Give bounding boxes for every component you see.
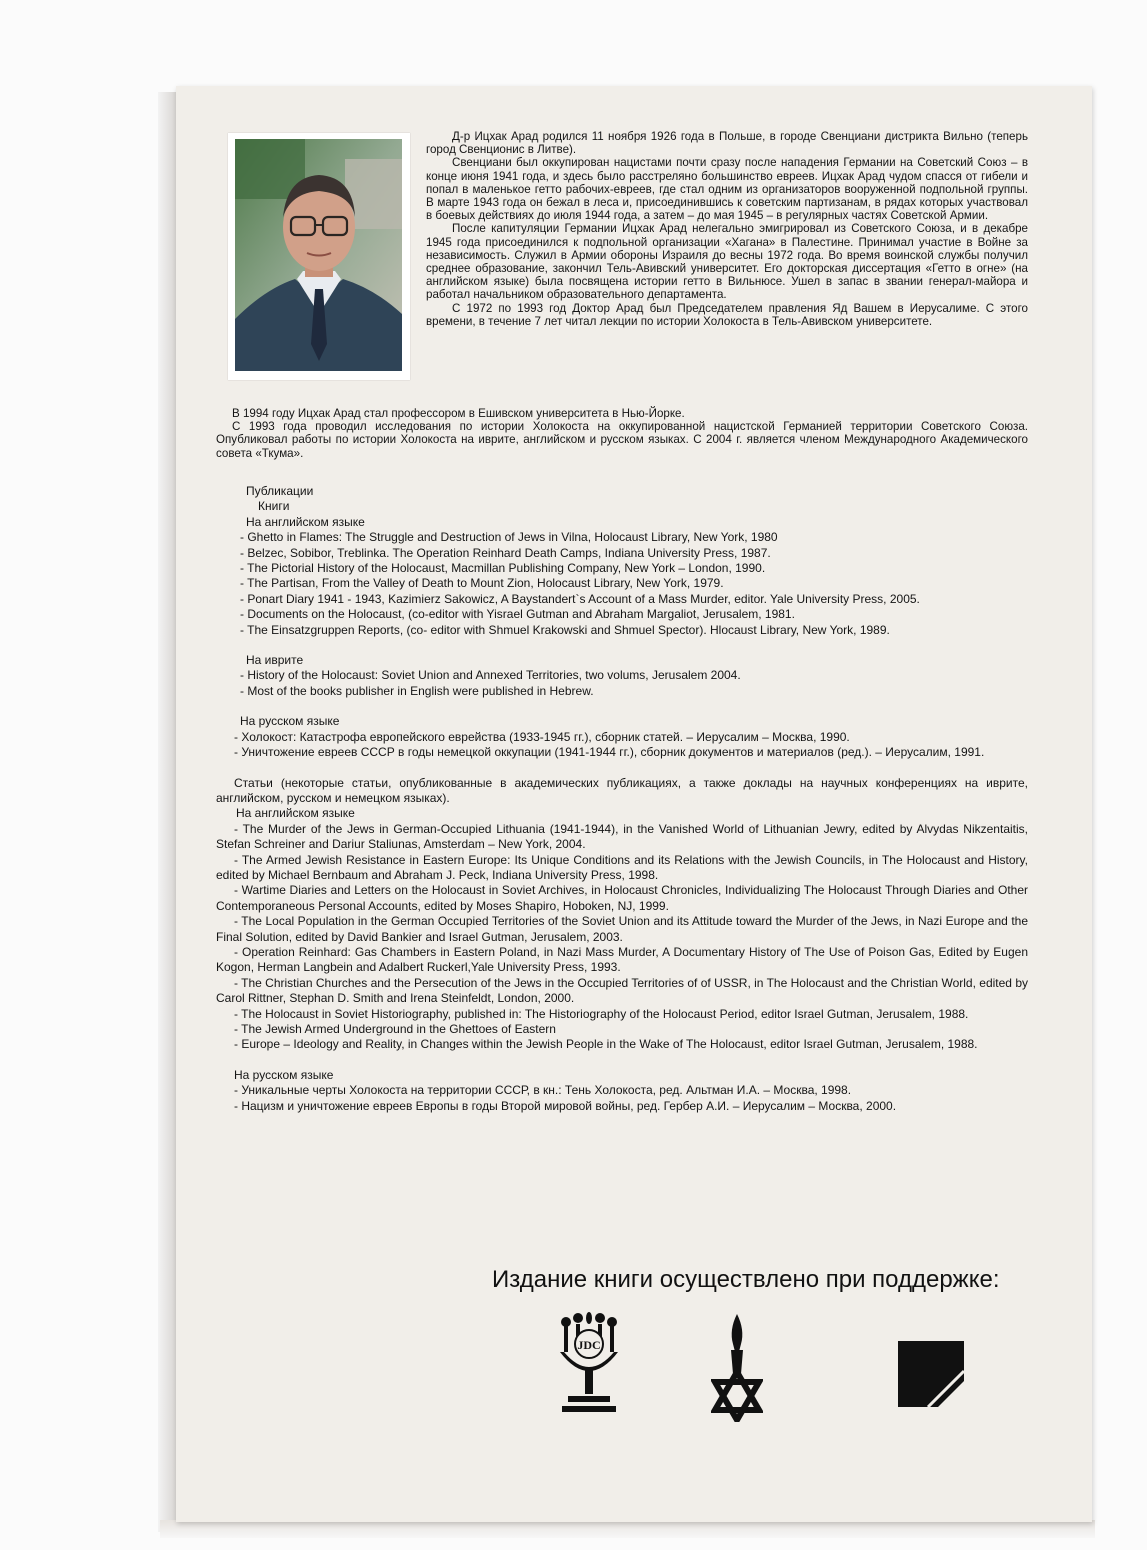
article-item: - Operation Reinhard: Gas Chambers in Eastern Poland, in Nazi Mass Murder, A Documentary History of The Use of Poison Gas, Edited by Eugen Kogon, Herman Langbein and Adalbert Ruckerl,Yale University Press, 1993. [216, 944, 1028, 975]
bio-paragraph: Д-р Ицхак Арад родился 11 ноября 1926 года в Польше, в городе Свенциани дистрикта Вильно (теперь город Свенционис в Литве). [426, 130, 1028, 157]
jdc-label: JDC [577, 1338, 601, 1352]
article-item: - The Murder of the Jews in German-Occupied Lithuania (1941-1944), in the Vanished World of Lithuanian Jewry, edited by Alvydas Nikzentaitis, Stefan Schreiner and Dariur Staliunas, Amsterdam – New York, 2004. [216, 821, 1028, 852]
book-item: - Холокост: Катастрофа европейского еврейства (1933-1945 гг.), сборник статей. – Иерусалим – Москва, 1990. [234, 729, 850, 744]
yad-vashem-logo [711, 1312, 763, 1422]
jdc-logo [552, 1312, 626, 1416]
article-item: - The Local Population in the German Occupied Territories of the Soviet Union and its Attitude toward the Murder of the Jews, in Nazi Europe and the Final Solution, edited by David Bankier and Israel Gutman, Jerusalem, 2003. [216, 914, 1028, 944]
article-item: - Wartime Diaries and Letters on the Holocaust in Soviet Archives, in Holocaust Chronicles, Individualizing The Holocaust Through Diaries and Other Contemporaneous Personal Accounts, edited by Moses Shapiro, Hoboken, NJ, 1999. [216, 883, 1028, 913]
article-item: - The Jewish Armed Underground in the Ghettoes of Eastern [234, 1022, 556, 1036]
articles-english-heading: На английском языке [236, 806, 355, 821]
bio-paragraph: В 1994 году Ицхак Арад стал профессором в Ешивском университета в Нью-Йорке. [232, 407, 685, 420]
author-portrait-illustration [235, 139, 402, 371]
book-item: - Most of the books publisher in English were published in Hebrew. [240, 683, 594, 698]
book-item: - Уничтожение евреев СССР в годы немецкой оккупации (1941-1944 гг.), сборник документов и материалов (ред.). – Иерусалим, 1991. [234, 745, 985, 760]
black-square-icon [898, 1341, 964, 1407]
articles-intro: Статьи (некоторые статьи, опубликованные в академических публикациях, а также доклады на научных конференциях на иврите, английском, русском и немецком языках). [216, 775, 1028, 805]
bio-paragraph: С 1993 года проводил исследования по истории Холокоста на оккупированной нацистской Германией территории Советского Союза. Опубликовал работы по истории Холокоста на иврите, английском и русском языках. С 2004 г. является членом Международного Академического совета «Ткума». [216, 420, 1028, 460]
russian-books-heading: На русском языке [240, 714, 340, 729]
sponsor-square-logo [898, 1341, 964, 1407]
jdc-menorah-icon [552, 1312, 626, 1416]
publications-heading: Публикации [246, 484, 314, 498]
yad-vashem-flame-icon [711, 1312, 763, 1422]
hebrew-books-heading: На иврите [246, 653, 304, 668]
book-item: - Ghetto in Flames: The Struggle and Destruction of Jews in Vilna, Holocaust Library, New York, 1980 [240, 530, 778, 545]
article-item: - The Holocaust in Soviet Historiography, published in: The Historiography of the Holocaust Period, editor Israel Gutman, Jerusalem, 1988. [234, 1006, 969, 1021]
bio-paragraph: Свенциани был оккупирован нацистами почти сразу после нападения Германии на Советский Союз – в конце июня 1941 года, и здесь было расстреляно большинство евреев. Ицхак Арад чудом спасся от гибели и попал в маленькое гетто рабочих-евреев, где стал одним из организаторов вооруженной подпольной группы. В марте 1943 года он бежал в леса и, присоединившись к советским партизанам, в рядах которых участвовал в боевых действиях до июля 1944 года, а затем – до мая 1945 – в регулярных частях Советской Армии. [426, 156, 1028, 223]
book-item: - Documents on the Holocaust, (co-editor with Yisrael Gutman and Abraham Margaliot, Jerusalem, 1981. [240, 607, 795, 622]
bio-paragraph: После капитуляции Германии Ицхак Арад нелегально эмигрировал из Советского Союза, и в декабре 1945 года присоединился к подпольной организации «Хагана» в Палестине. Принимал участие в Войне за независимость. Служил в Армии обороны Израиля до весны 1972 года. Во время воинской службы получил среднее образование, закончил Тель-Авивский университет. Его докторская диссертация «Гетто в огне» (на английском языке) была посвящена истории гетто в Вильнюсе. Ушел в запас в звании генерал-майора и работал начальником образовательного департамента. [426, 222, 1028, 302]
english-books-heading: На английском языке [246, 514, 365, 529]
books-heading: Книги [258, 499, 290, 514]
articles-russian-heading: На русском языке [234, 1067, 334, 1082]
author-photo-frame [228, 133, 410, 380]
author-biography [426, 130, 1028, 328]
author-photo [235, 139, 402, 371]
bio-paragraph: С 1972 по 1993 год Доктор Арад был Председателем правления Яд Вашем в Иерусалиме. С этого времени, в течение 7 лет читал лекции по истории Холокоста в Тель-Авивском университете. [426, 301, 1028, 328]
book-item: - History of the Holocaust: Soviet Union and Annexed Territories, two volums, Jerusalem 2004. [240, 668, 741, 683]
back-cover [176, 86, 1092, 1522]
support-caption: Издание книги осуществлено при поддержке: [492, 1266, 1000, 1293]
author-biography-continued [216, 407, 1028, 460]
book-item: - The Pictorial History of the Holocaust, Macmillan Publishing Company, New York – London, 1990. [240, 561, 766, 576]
book-item: - Belzec, Sobibor, Treblinka. The Operation Reinhard Death Camps, Indiana University Press, 1987. [240, 545, 771, 560]
book-bottom-edge [160, 1520, 1095, 1538]
article-item: - Europe – Ideology and Reality, in Changes within the Jewish People in the Wake of The Holocaust, editor Israel Gutman, Jerusalem, 1988. [234, 1037, 978, 1052]
book-spine-edge [158, 92, 176, 1532]
article-item: - Нацизм и уничтожение евреев Европы в годы Второй мировой войны, ред. Гербер А.И. – Иерусалим – Москва, 2000. [234, 1098, 897, 1113]
book-item: - The Partisan, From the Valley of Death to Mount Zion, Holocaust Library, New York, 1979. [240, 576, 724, 591]
article-item: - Уникальные черты Холокоста на территории СССР, в кн.: Тень Холокоста, ред. Альтман И.А. – Москва, 1998. [234, 1083, 852, 1098]
publications-list [216, 484, 1028, 1114]
article-item: - The Christian Churches and the Persecution of the Jews in the Occupied Territories of of USSR, in The Holocaust and the Christian World, edited by Carol Rittner, Stephan D. Smith and Irena Steinfeldt, London, 2000. [216, 975, 1028, 1006]
article-item: - The Armed Jewish Resistance in Eastern Europe: Its Unique Conditions and its Relations with the Jewish Councils, in The Holocaust and History, edited by Michael Bernbaum and Abraham J. Peck, Indiana University Press, 1998. [216, 852, 1028, 882]
book-item: - Ponart Diary 1941 - 1943, Kazimierz Sakowicz, A Baystandert`s Account of a Mass Murder, editor. Yale University Press, 2005. [240, 591, 920, 606]
book-item: - The Einsatzgruppen Reports, (co- editor with Shmuel Krakowski and Shmuel Spector). Hlocaust Library, New York, 1989. [240, 622, 890, 637]
